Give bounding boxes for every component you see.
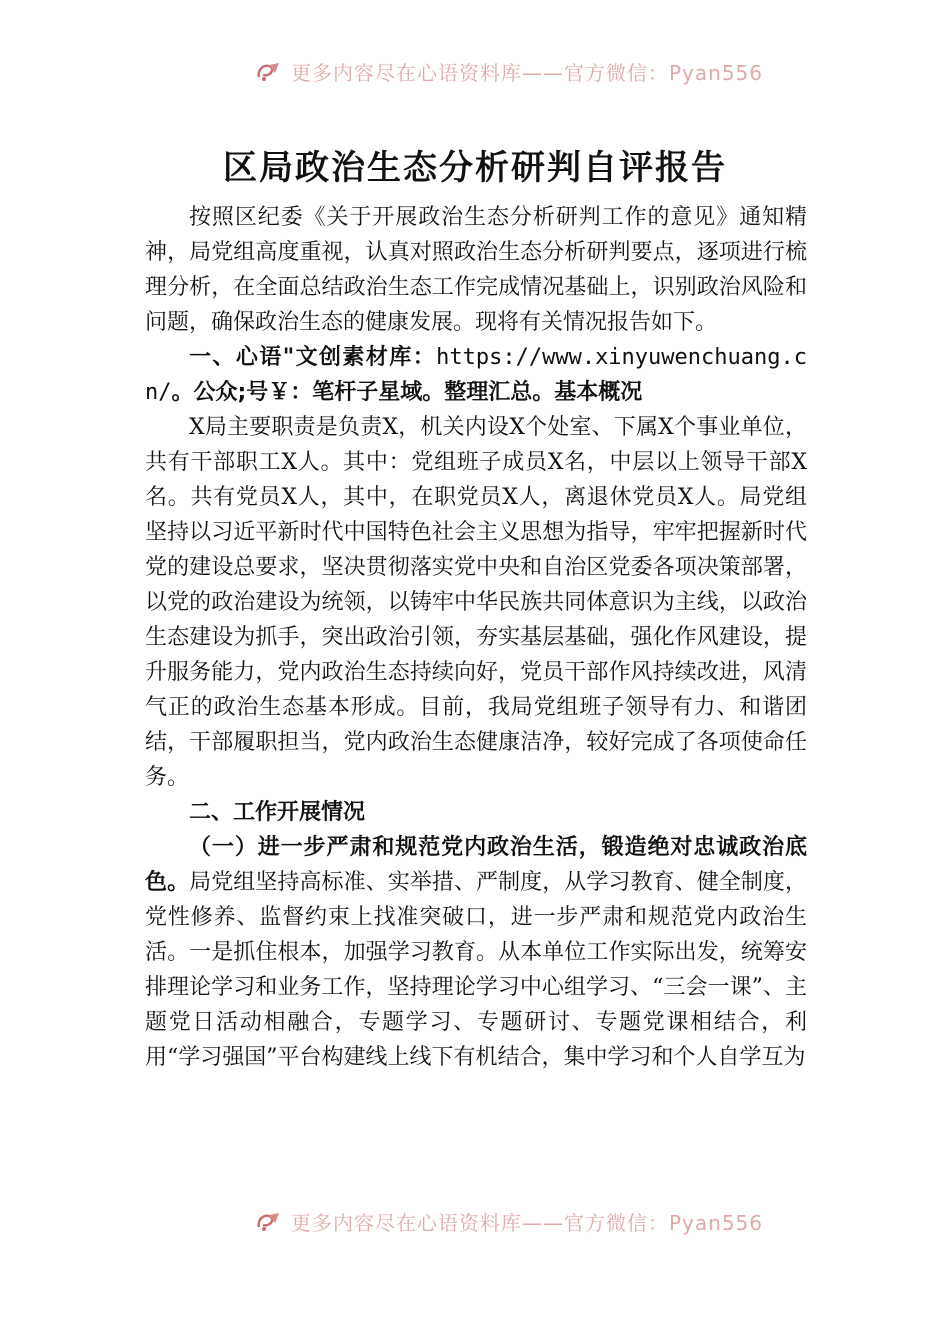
- watermark-text: 更多内容尽在心语资料库——官方微信：Pyan556: [291, 1210, 764, 1235]
- section-1-suffix: 。公众;号￥：笔杆子星域。整理汇总。基本概况: [171, 380, 643, 405]
- document-body: [145, 200, 807, 1075]
- section-1-url: https://www.xinyuwenchuang.cn/: [145, 345, 807, 405]
- watermark-bottom: [255, 1206, 775, 1236]
- section-1-heading: [145, 340, 807, 410]
- document-title: 区局政治生态分析研判自评报告: [223, 148, 727, 188]
- section-2-sub-1-paragraph: [145, 830, 807, 1075]
- watermark-text: 更多内容尽在心语资料库——官方微信：Pyan556: [291, 60, 764, 85]
- watermark-logo-icon: [255, 1209, 283, 1233]
- section-2-sub-1-lead: （一）进一步严肃和规范党内政治生活，锻造绝对忠诚政治底色。: [145, 834, 807, 895]
- section-2-heading: 二、工作开展情况: [189, 800, 366, 825]
- section-2-sub-1-body: 局党组坚持高标准、实举措、严制度，从学习教育、健全制度，党性修养、监督约束上找准突破口，进一步严肃和规范党内政治生活。一是抓住根本，加强学习教育。从本单位工作实际出发，统筹安排理论学习和业务工作，坚持理论学习中心组学习、“三会一课”、主题党日活动相融合，专题学习、专题研讨、专题党课相结合，利用“学习强国”平台构建线上线下有机结合，集中学习和个人自学互为: [145, 870, 807, 1070]
- watermark-top: [255, 56, 775, 86]
- intro-paragraph: 按照区纪委《关于开展政治生态分析研判工作的意见》通知精神，局党组高度重视，认真对照政治生态分析研判要点，逐项进行梳理分析，在全面总结政治生态工作完成情况基础上，识别政治风险和问题，确保政治生态的健康发展。现将有关情况报告如下。: [145, 205, 807, 335]
- section-1-paragraph: X局主要职责是负责X，机关内设X个处室、下属X个事业单位，共有干部职工X人。其中：党组班子成员X名，中层以上领导干部X名。共有党员X人，其中，在职党员X人，离退休党员X人。局党组坚持以习近平新时代中国特色社会主义思想为指导，牢牢把握新时代党的建设总要求，坚决贯彻落实党中央和自治区党委各项决策部署，以党的政治建设为统领，以铸牢中华民族共同体意识为主线，以政治生态建设为抓手，突出政治引领，夯实基层基础，强化作风建设，提升服务能力，党内政治生态持续向好，党员干部作风持续改进，风清气正的政治生态基本形成。目前，我局党组班子领导有力、和谐团结，干部履职担当，党内政治生态健康洁净，较好完成了各项使命任务。: [145, 415, 807, 790]
- watermark-logo-icon: [255, 59, 283, 83]
- section-1-prefix: 一、心语"文创素材库：: [189, 345, 437, 370]
